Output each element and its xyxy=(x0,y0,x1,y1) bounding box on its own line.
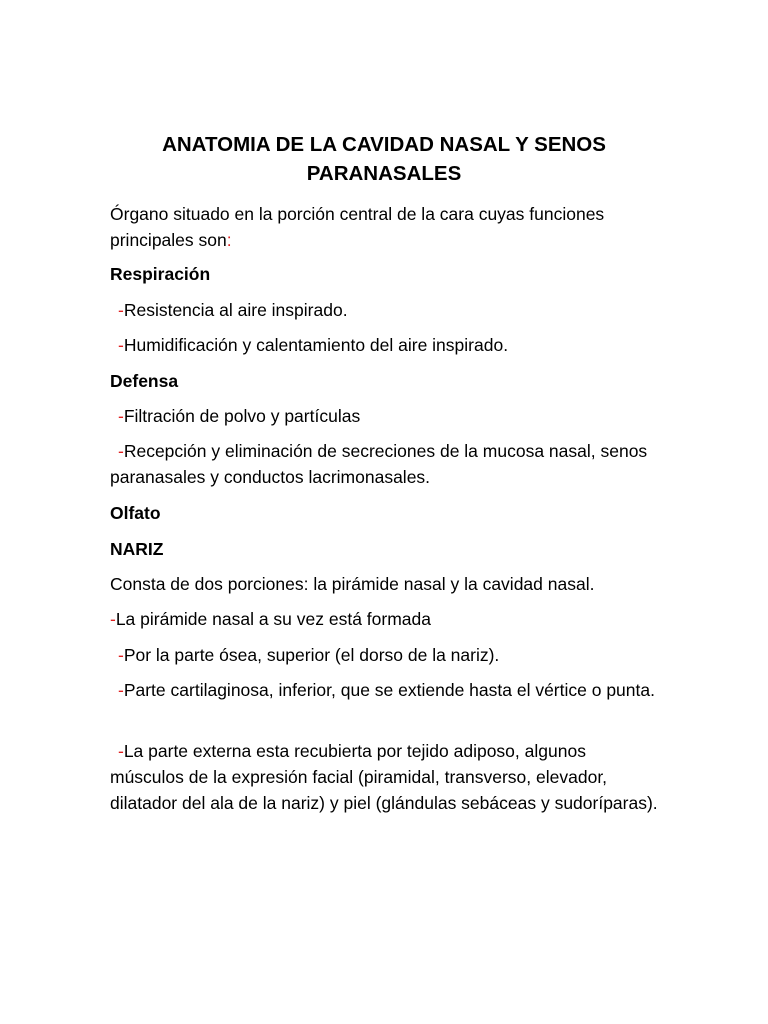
list-item-text: La pirámide nasal a su vez está formada xyxy=(115,609,431,629)
list-item-text: Parte cartilaginosa, inferior, que se extiende hasta el vértice o punta. xyxy=(123,680,655,700)
list-item xyxy=(110,738,658,816)
list-item xyxy=(110,642,499,668)
list-item xyxy=(110,677,658,703)
nariz-intro: Consta de dos porciones: la pirámide nasal y la cavidad nasal. xyxy=(110,574,595,594)
bullet-dash: - xyxy=(110,609,116,629)
list-item-text: Filtración de polvo y partículas xyxy=(123,406,361,426)
heading-olfato: Olfato xyxy=(110,503,161,523)
list-item-text: Recepción y eliminación de secreciones de la mucosa nasal, senos paranasales y conductos lacrimonasales. xyxy=(110,441,648,487)
bullet-dash: - xyxy=(118,300,124,320)
bullet-dash: - xyxy=(118,335,124,355)
list-item xyxy=(110,403,360,429)
list-item-text: La parte externa esta recubierta por tejido adiposo, algunos músculos de la expresión facial (piramidal, transverso, elevador, dilatador del ala de la nariz) y piel (glándulas sebáceas y sudoríparas). xyxy=(110,741,658,813)
intro-colon: : xyxy=(226,230,232,250)
bullet-dash: - xyxy=(118,645,124,665)
intro-text: Órgano situado en la porción central de la cara cuyas funciones principales son xyxy=(110,204,605,250)
heading-respiracion: Respiración xyxy=(110,264,211,284)
list-item-text: Resistencia al aire inspirado. xyxy=(123,300,348,320)
list-item xyxy=(110,332,508,358)
list-item xyxy=(110,606,431,632)
bullet-dash: - xyxy=(118,680,124,700)
heading-nariz: NARIZ xyxy=(110,539,164,559)
list-item-text: Por la parte ósea, superior (el dorso de la nariz). xyxy=(123,645,500,665)
document-title: ANATOMIA DE LA CAVIDAD NASAL Y SENOS PARANASALES xyxy=(162,133,606,185)
list-item-text: Humidificación y calentamiento del aire inspirado. xyxy=(123,335,509,355)
bullet-dash: - xyxy=(118,741,124,761)
bullet-dash: - xyxy=(118,406,124,426)
bullet-dash: - xyxy=(118,441,124,461)
heading-defensa: Defensa xyxy=(110,371,179,391)
intro-paragraph xyxy=(110,201,658,253)
list-item xyxy=(110,438,658,490)
list-item xyxy=(110,297,348,323)
